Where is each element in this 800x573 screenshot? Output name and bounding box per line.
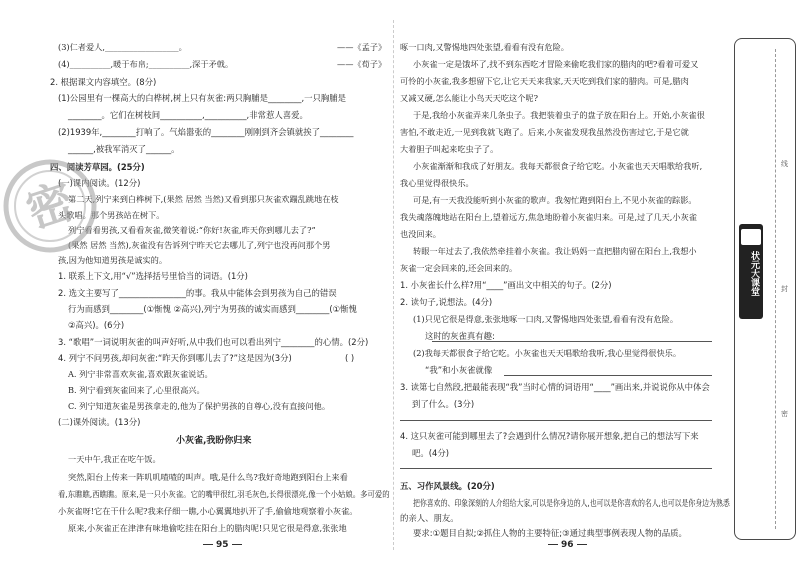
left-text-line: 3. “歌唱”一词说明灰雀的叫声好听,从中我们也可以看出列宁________的心情。(2分) bbox=[58, 337, 369, 347]
right-page bbox=[400, 0, 730, 573]
answer-line[interactable] bbox=[432, 341, 712, 342]
right-text-line: 吧。(4分) bbox=[412, 448, 449, 458]
right-text-line: 于是,我给小灰雀弄来几条虫子。我把装着虫子的盘子放在阳台上。开始,小灰雀很 bbox=[413, 110, 705, 120]
right-text-line: 1. 小灰雀长什么样?用“____”画出文中相关的句子。(2分) bbox=[400, 280, 612, 290]
right-text-line: “我”和小灰雀就像 bbox=[425, 365, 493, 375]
binding-label-xian: 线 bbox=[781, 160, 788, 168]
brand-logo-icon bbox=[741, 229, 761, 245]
right-text-line: 的亲人、朋友。 bbox=[400, 513, 459, 523]
right-text-line: 五、习作风景线。(20分) bbox=[400, 481, 495, 491]
left-text-line: (3)仁者爱人,__________________。 bbox=[58, 42, 187, 52]
left-text-line: 4. 列宁不问男孩,却问灰雀:“昨天你到哪儿去了?”这是因为(3分) bbox=[58, 353, 292, 363]
secret-stamp-watermark bbox=[2, 158, 98, 254]
right-text-line: 又减又硬,怎么能让小鸟天天吃这个呢? bbox=[400, 93, 538, 103]
page-number-left: 95 bbox=[200, 540, 245, 550]
binding-label-feng: 封 bbox=[781, 285, 788, 293]
page-fold-divider bbox=[393, 20, 394, 550]
left-text-line: (果然 居然 当然),灰雀没有告诉列宁昨天它去哪儿了,列宁也没再问那个男 bbox=[68, 240, 331, 250]
right-text-line: 到了什么。(3分) bbox=[412, 399, 475, 409]
answer-line[interactable] bbox=[400, 420, 712, 421]
right-text-line: 我失魂落魄地站在阳台上,望着远方,焦急地盼着小灰雀归来。可是,过了几天,小灰雀 bbox=[400, 212, 697, 222]
answer-line[interactable] bbox=[400, 468, 712, 469]
right-text-line: 把你喜欢的、印象深刻的人介绍给大家,可以是你身边的人,也可以是你喜欢的名人,也可以是你身边为熟悉 bbox=[413, 498, 730, 508]
brand-name: 状元大课堂 bbox=[749, 251, 759, 296]
left-text-line: 一天中午,我正在吃午饭。 bbox=[68, 454, 161, 464]
right-text-line: 灰雀一定会回来的,还会回来的。 bbox=[400, 263, 518, 273]
left-text-line: (4)__________,暖于布帛;__________,深于矛戟。 bbox=[58, 59, 234, 69]
left-text-line: B. 列宁看到灰雀回来了,心里很高兴。 bbox=[68, 385, 205, 395]
left-text-line: 2. 选文主要写了________________的事。我从中能体会到男孩为自己的错误 bbox=[58, 288, 337, 298]
left-text-line: 2. 根据课文内容填空。(8分) bbox=[50, 77, 157, 87]
left-page bbox=[0, 0, 392, 573]
binding-cut-line bbox=[775, 49, 776, 529]
right-text-line: (1)只见它很是得意,张张地啄一口肉,又警惕地四处张望,看看有没有危险。 bbox=[413, 314, 679, 324]
left-text-line: (1)公园里有一棵高大的白桦树,树上只有灰雀:两只胸脯是________,一只胸脯是 bbox=[58, 93, 347, 103]
right-text-line: 这时的灰雀真有趣: bbox=[425, 331, 495, 341]
left-text-line: 看,东瞧瞧,西瞧瞧。原来,是一只小灰雀。它的嘴甲很红,羽毛灰色,长得很漂亮,像一个小姑娘。多可爱的 bbox=[58, 489, 390, 499]
left-text-line: 1. 联系上下文,用“√”选择括号里恰当的词语。(1分) bbox=[58, 271, 248, 281]
left-text-line: 第二天,列宁来到白桦树下,(果然 居然 当然)又看到那只灰雀欢蹦乱跳地在枝 bbox=[68, 194, 339, 204]
right-text-line: 要求:①题目自拟;②抓住人物的主要特征;③通过典型事例表现人物的品质。 bbox=[413, 528, 687, 538]
right-text-line: 小灰雀渐渐和我成了好朋友。我每天都很食子给它吃。小灰雀也天天唱歌给我听, bbox=[413, 161, 703, 171]
left-text-line: 行为而感到________(①惭愧 ②高兴),列宁为男孩的诚实而感到________(①惭愧 bbox=[68, 304, 357, 314]
right-text-line: 4. 这只灰雀可能到哪里去了?会遇到什么情况?请你展开想象,把自己的想法写下来 bbox=[400, 431, 699, 441]
left-text-line: ——《孟子》 bbox=[337, 42, 387, 52]
left-text-line: 小灰雀,我盼你归来 bbox=[176, 436, 252, 446]
page-number-right: 96 bbox=[545, 540, 590, 550]
right-text-line: 也没回来。 bbox=[400, 229, 441, 239]
right-text-line: 可怜的小灰雀,我多想留下它,让它天天来我家,天天吃到我们家的腊肉。可是,腊肉 bbox=[400, 76, 689, 86]
left-text-line: 孩,因为他知道男孩是诚实的。 bbox=[58, 255, 168, 265]
left-text-line: 列宁看看男孩,又看看灰雀,微笑着说:“你好!灰雀,昨天你到哪儿去了?” bbox=[68, 225, 316, 235]
right-text-line: (2)我每天都很食子给它吃。小灰雀也天天唱歌给我听,我心里觉得很快乐。 bbox=[413, 348, 682, 358]
left-text-line: (一)课内阅读。(12分) bbox=[58, 178, 141, 188]
left-text-line: 头歌唱。那个男孩站在树下。 bbox=[58, 210, 165, 220]
right-text-line: 我心里觉得很快乐。 bbox=[400, 178, 474, 188]
answer-line[interactable] bbox=[504, 375, 712, 376]
left-text-line: C. 列宁知道灰雀是男孩拿走的,他为了保护男孩的自尊心,没有直接问他。 bbox=[68, 401, 331, 411]
left-text-line: 突然,阳台上传来一阵叽叽喳喳的叫声。哦,是什么鸟?我好奇地跑到阳台上来看 bbox=[68, 472, 348, 482]
left-text-line: ________。它们在树枝间__________,__________,非常惹人喜爱。 bbox=[68, 110, 308, 120]
right-text-line: 小灰雀一定是饿坏了,找不到东西吃才冒险来偷吃我们家的腊肉的吧?看着可爱又 bbox=[413, 59, 699, 69]
binding-label-mi: 密 bbox=[781, 410, 788, 418]
left-text-line: (二)课外阅读。(13分) bbox=[58, 417, 141, 427]
left-text-line: 四、阅读芳草园。(25分) bbox=[50, 162, 145, 172]
left-text-line: ②高兴)。(6分) bbox=[68, 320, 125, 330]
left-text-line: ( ) bbox=[345, 353, 355, 363]
right-text-line: 3. 读第七自然段,把最能表现“我”当时心情的词语用“____”画出来,并说说你从中体会 bbox=[400, 382, 710, 392]
right-text-line: 转眼一年过去了,我依然牵挂着小灰雀。我让妈妈一直把腊肉留在阳台上,我想小 bbox=[413, 246, 697, 256]
stamp-char: 密 bbox=[19, 173, 81, 239]
left-text-line: (2)1939年,________打响了。气焰嚣张的________刚刚到齐会镇就挨了________ bbox=[58, 127, 354, 137]
right-text-line: 可是,有一天我没能听到小灰雀的歌声。我匆忙跑到阳台上,不见小灰雀的踪影。 bbox=[413, 195, 697, 205]
left-text-line: ______,被我军消灭了______。 bbox=[68, 144, 180, 154]
left-text-line: A. 列宁非常喜欢灰雀,喜欢跟灰雀说话。 bbox=[68, 369, 213, 379]
left-text-line: 小灰雀呀!它在干什么呢?我来仔细一瞧,小心翼翼地扒开了手,偷偷地观察着小灰雀。 bbox=[58, 506, 358, 516]
right-text-line: 大着胆子叫起来吃虫子了。 bbox=[400, 144, 499, 154]
left-text-line: ——《荀子》 bbox=[337, 59, 387, 69]
binding-strip bbox=[734, 38, 796, 540]
right-text-line: 害怕,不敢走近,一见到我就飞跑了。后来,小灰雀发现我虽然没伤害过它,于是它就 bbox=[400, 127, 689, 137]
left-text-line: 原来,小灰雀正在津津有味地偷吃挂在阳台上的腊肉呢!只见它很是得意,张张地 bbox=[68, 523, 347, 533]
right-text-line: 啄一口肉,又警惕地四处张望,看看有没有危险。 bbox=[400, 42, 569, 52]
right-text-line: 2. 读句子,说想法。(4分) bbox=[400, 297, 493, 307]
